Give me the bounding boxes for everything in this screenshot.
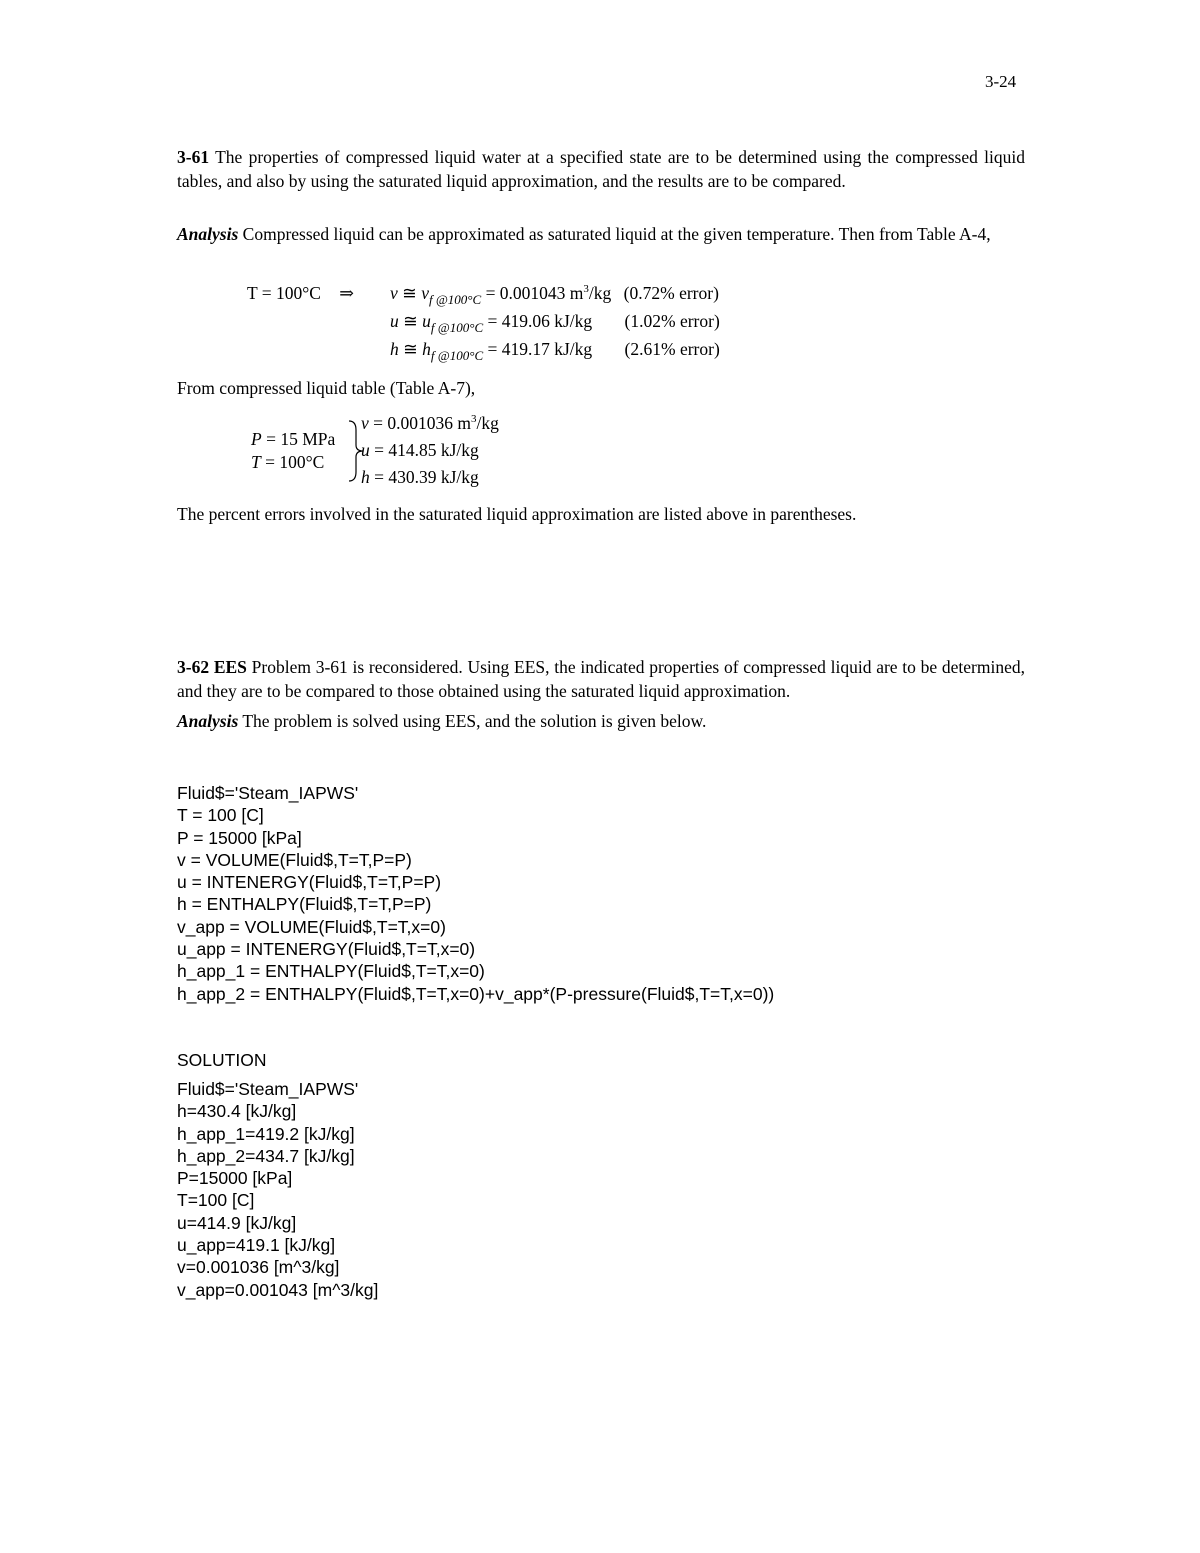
solution-line: Fluid$='Steam_IAPWS': [177, 1079, 359, 1099]
compressed-intro: From compressed liquid table (Table A-7),: [177, 378, 476, 398]
value-h: = 419.17 kJ/kg: [487, 339, 593, 359]
sym-P: P: [251, 429, 262, 449]
value-T: = 100°C: [265, 452, 325, 472]
sub-sym-u: u: [422, 311, 431, 331]
problem-61-number: 3-61: [177, 147, 210, 167]
approx-sign: ≅: [402, 283, 417, 303]
value-v: = 0.001043 m: [485, 283, 584, 303]
analysis-text: The problem is solved using EES, and the solution is given below.: [242, 711, 707, 731]
code-line: h_app_1 = ENTHALPY(Fluid$,T=T,x=0): [177, 961, 485, 982]
problem-62-analysis: [177, 710, 706, 734]
sat-row-u: [390, 311, 720, 336]
cond-pressure: [251, 429, 335, 450]
solution-line: h=430.4 [kJ/kg]: [177, 1101, 297, 1122]
code-line: Fluid$='Steam_IAPWS': [177, 783, 359, 803]
solution-line: u_app=419.1 [kJ/kg]: [177, 1235, 336, 1256]
subscript-f-100c: f @100°C: [430, 320, 484, 335]
ees-code-block: [177, 782, 774, 1005]
solution-line: u=414.9 [kJ/kg]: [177, 1212, 297, 1233]
sym-v: v: [361, 413, 369, 433]
approx-sign: ≅: [403, 339, 418, 359]
sub-sym-v: v: [421, 283, 429, 303]
cond-temperature: [251, 452, 324, 473]
value-u: = 419.06 kJ/kg: [487, 311, 593, 331]
problem-62-text: Problem 3-61 is reconsidered. Using EES, the indicated properties of compressed liquid are to be determined, and they are to be compared to those obtained using the saturated liquid approximation.: [177, 657, 1026, 701]
ees-tag: EES: [213, 657, 247, 677]
sat-row-h: [390, 339, 720, 364]
solution-heading: SOLUTION: [177, 1050, 267, 1070]
sym-T: T: [251, 452, 261, 472]
value-P: = 15 MPa: [266, 429, 336, 449]
solution-line: h_app_2=434.7 [kJ/kg]: [177, 1145, 355, 1166]
solution-line: v_app=0.001043 [m^3/kg]: [177, 1279, 379, 1300]
sub-sym-h: h: [422, 339, 431, 359]
solution-line: v=0.001036 [m^3/kg]: [177, 1257, 340, 1278]
sat-condition: [247, 283, 354, 304]
error-h: (2.61% error): [624, 339, 720, 359]
comp-row-u: [361, 440, 479, 461]
code-line: h = ENTHALPY(Fluid$,T=T,P=P): [177, 894, 432, 915]
unit-per-kg: /kg: [476, 413, 499, 433]
error-v: (0.72% error): [623, 283, 719, 303]
problem-61-conclusion: The percent errors involved in the saturated liquid approximation are listed above in parentheses.: [177, 504, 857, 524]
code-line: h_app_2 = ENTHALPY(Fluid$,T=T,x=0)+v_app*(P-pressure(Fluid$,T=T,x=0)): [177, 983, 775, 1004]
unit-per-kg: /kg: [588, 283, 612, 303]
code-line: v_app = VOLUME(Fluid$,T=T,x=0): [177, 916, 446, 937]
value-u: = 414.85 kJ/kg: [374, 440, 479, 460]
page-number: 3-24: [985, 72, 1017, 91]
implies-arrow: ⇒: [339, 283, 354, 303]
value-h: = 430.39 kJ/kg: [374, 467, 479, 487]
analysis-text: Compressed liquid can be approximated as saturated liquid at the given temperature. Then from Table A-4,: [242, 224, 991, 244]
approx-sign: ≅: [403, 311, 418, 331]
superscript-3: 3: [583, 283, 589, 295]
solution-line: h_app_1=419.2 [kJ/kg]: [177, 1123, 355, 1144]
error-u: (1.02% error): [624, 311, 720, 331]
sym-v: v: [390, 283, 398, 303]
problem-62-number: 3-62: [177, 657, 210, 677]
comp-row-v: [361, 413, 499, 434]
solution-line: T=100 [C]: [177, 1190, 255, 1211]
problem-61-analysis: [177, 223, 1025, 247]
comp-row-h: [361, 467, 479, 488]
sym-h: h: [361, 467, 370, 487]
code-line: T = 100 [C]: [177, 805, 264, 826]
subscript-f-100c: f @100°C: [430, 348, 484, 363]
problem-62-statement: [177, 656, 1025, 703]
problem-61-statement: [177, 146, 1025, 193]
value-v: = 0.001036 m: [373, 413, 472, 433]
superscript-3: 3: [471, 413, 477, 425]
problem-61-text: The properties of compressed liquid water at a specified state are to be determined using the compressed liquid tables, and also by using the saturated liquid approximation, and the results are to be compared.: [177, 147, 1025, 191]
subscript-f-100c: f @100°C: [428, 292, 482, 307]
code-line: v = VOLUME(Fluid$,T=T,P=P): [177, 849, 412, 870]
analysis-label: Analysis: [177, 224, 239, 244]
sat-condition-text: T = 100°C: [247, 283, 321, 303]
ees-solution-block: [177, 1078, 378, 1301]
solution-line: P=15000 [kPa]: [177, 1168, 293, 1189]
code-line: u = INTENERGY(Fluid$,T=T,P=P): [177, 872, 442, 893]
analysis-label: Analysis: [177, 711, 239, 731]
sym-u: u: [361, 440, 370, 460]
sat-row-v: [390, 283, 719, 308]
sym-u: u: [390, 311, 399, 331]
code-line: P = 15000 [kPa]: [177, 827, 302, 848]
code-line: u_app = INTENERGY(Fluid$,T=T,x=0): [177, 939, 476, 960]
sym-h: h: [390, 339, 399, 359]
